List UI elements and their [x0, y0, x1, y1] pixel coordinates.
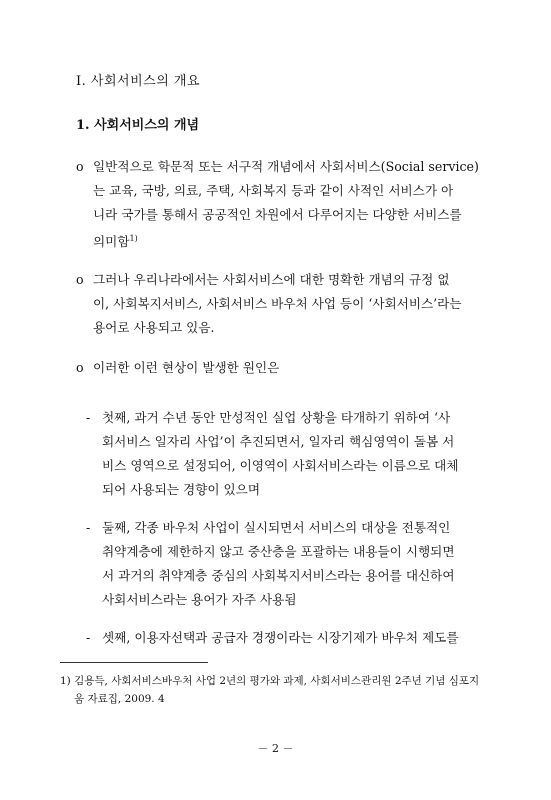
paragraph-line: 용어로 사용되고 있음. [93, 320, 215, 335]
footnote-line: 움 자료집, 2009. 4 [74, 693, 165, 705]
sub-item-second [86, 516, 484, 612]
footnote-line: 1) 김용득, 사회서비스바우처 사업 2년의 평가와 과제, 사회서비스관리원 2주년 기념 심포지 [60, 675, 480, 687]
bullet-marker: o [76, 272, 84, 287]
sub-item-line: 둘째, 각종 바우처 사업이 실시되면서 서비스의 대상을 전통적인 [102, 520, 451, 535]
section-heading: Ⅰ. 사회서비스의 개요 [76, 74, 200, 89]
sub-item-line: 사회서비스라는 용어가 자주 사용됨 [102, 592, 297, 607]
paragraph-line: 일반적으로 학문적 또는 서구적 개념에서 사회서비스(Social service) [93, 159, 479, 174]
sub-item-line: 서 과거의 취약계층 중심의 사회복지서비스라는 용어를 대신하여 [102, 568, 455, 583]
footnote [60, 672, 490, 708]
paragraph-causes [76, 356, 481, 380]
footnote-reference: 1) [129, 234, 138, 243]
paragraph-definition [76, 155, 481, 254]
bullet-marker: o [76, 159, 84, 174]
dash-marker: - [86, 630, 91, 645]
sub-item-line: 첫째, 과거 수년 동안 만성적인 실업 상황을 타개하기 위하여 ‘사 [102, 410, 451, 425]
sub-item-line: 회서비스 일자리 사업’이 추진되면서, 일자리 핵심영역이 돌봄 서 [102, 434, 455, 449]
paragraph-line: 니라 국가를 통해서 공공적인 차원에서 다루어지는 다양한 서비스를 [93, 207, 462, 222]
paragraph-line-last [76, 227, 481, 254]
sub-item-third [86, 626, 484, 650]
paragraph-line: 이, 사회복지서비스, 사회서비스 바우처 사업 등이 ‘사회서비스’라는 [93, 296, 462, 311]
paragraph-line-text: 의미함 [93, 234, 130, 250]
sub-item-line: 셋째, 이용자선택과 공급자 경쟁이라는 시장기제가 바우처 제도를 [102, 630, 459, 645]
subsection-heading: 1. 사회서비스의 개념 [76, 118, 200, 133]
paragraph-line: 그러나 우리나라에서는 사회서비스에 대한 명확한 개념의 규정 없 [93, 272, 450, 287]
sub-item-first [86, 406, 484, 502]
dash-marker: - [86, 520, 91, 535]
sub-item-line: 취약계층에 제한하지 않고 중산층을 포괄하는 내용들이 시행되면 [102, 544, 455, 559]
page-number: － 2 － [257, 742, 294, 755]
paragraph-korea-usage [76, 268, 481, 340]
footnote-divider [60, 662, 208, 663]
paragraph-line: 는 교육, 국방, 의료, 주택, 사회복지 등과 같이 사적인 서비스가 아 [93, 183, 454, 198]
paragraph-line: 이러한 이런 현상이 발생한 원인은 [93, 360, 280, 375]
dash-marker: - [86, 410, 91, 425]
sub-item-line: 되어 사용되는 경향이 있으며 [102, 482, 260, 497]
sub-item-line: 비스 영역으로 설정되어, 이영역이 사회서비스라는 이름으로 대체 [102, 458, 459, 473]
bullet-marker: o [76, 360, 84, 375]
